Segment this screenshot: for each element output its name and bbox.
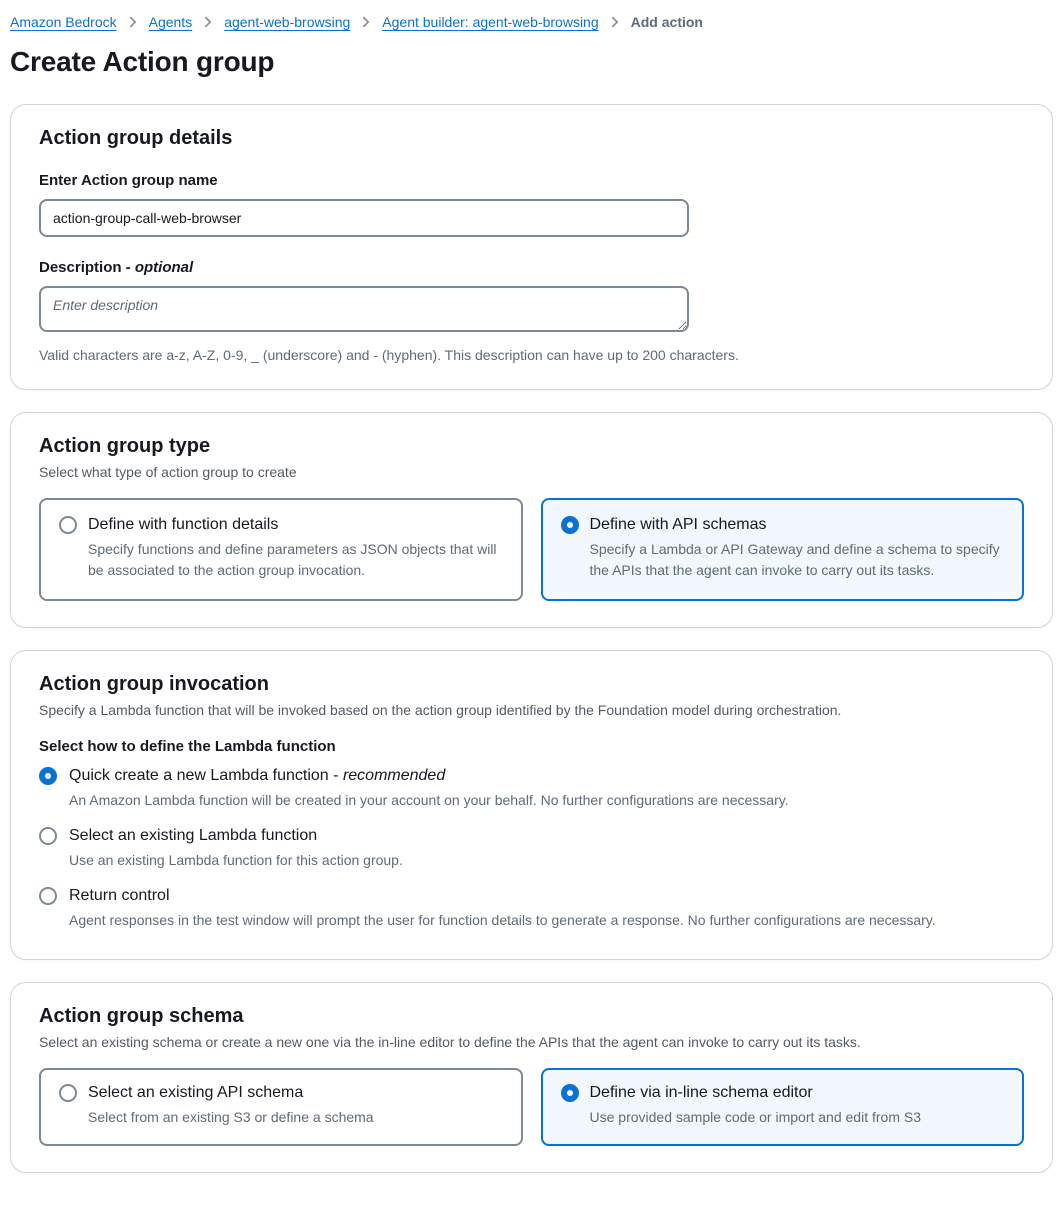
description-help-text: Valid characters are a-z, A-Z, 0-9, _ (underscore) and - (hyphen). This description can have up to 200 characters. xyxy=(39,347,739,363)
radio-option-label-emphasis: recommended xyxy=(342,767,446,784)
action-group-details-card xyxy=(10,104,1053,390)
tile-label: Define via in-line schema editor xyxy=(589,1084,813,1101)
breadcrumb xyxy=(10,14,1053,30)
tile-define-inline-schema-editor[interactable] xyxy=(541,1068,1025,1146)
tile-label: Define with function details xyxy=(88,516,279,533)
radio-unchecked-icon[interactable] xyxy=(39,887,57,905)
type-tile-row xyxy=(39,498,1024,601)
card-subtitle: Select what type of action group to create xyxy=(39,464,297,480)
tile-select-existing-api-schema[interactable] xyxy=(39,1068,523,1146)
radio-checked-icon[interactable] xyxy=(561,1084,579,1102)
tile-define-with-function-details[interactable] xyxy=(39,498,523,601)
radio-option-description: Use an existing Lambda function for this action group. xyxy=(69,852,403,868)
radio-option-label xyxy=(69,767,445,785)
page-title: Create Action group xyxy=(10,46,275,77)
lambda-define-group-label: Select how to define the Lambda function xyxy=(39,738,336,755)
chevron-right-icon xyxy=(126,15,140,29)
option-select-existing-lambda-radio-row[interactable] xyxy=(39,827,1024,845)
radio-option-label-text: Quick create a new Lambda function - xyxy=(69,767,339,784)
action-group-schema-card xyxy=(10,982,1053,1173)
option-quick-create-lambda xyxy=(39,767,1024,811)
description-label-text: Description - xyxy=(39,259,131,276)
chevron-right-icon xyxy=(359,15,373,29)
action-group-name-input[interactable] xyxy=(39,199,689,237)
radio-option-label-text: Select an existing Lambda function xyxy=(69,827,318,844)
card-subtitle: Specify a Lambda function that will be invoked based on the action group identified by the Foundation model during orchestration. xyxy=(39,702,842,718)
radio-option-description: Agent responses in the test window will prompt the user for function details to generate a response. No further configurations are necessary. xyxy=(69,912,936,928)
description-label xyxy=(39,259,1024,276)
tile-define-with-api-schemas[interactable] xyxy=(541,498,1025,601)
radio-option-description: An Amazon Lambda function will be created in your account on your behalf. No further configurations are necessary. xyxy=(69,792,789,808)
option-return-control xyxy=(39,887,1024,931)
tile-description: Specify functions and define parameters as JSON objects that will be associated to the action group invocation. xyxy=(88,541,497,578)
radio-unchecked-icon[interactable] xyxy=(59,516,77,534)
schema-tile-row xyxy=(39,1068,1024,1146)
radio-unchecked-icon[interactable] xyxy=(39,827,57,845)
breadcrumb-link-amazon-bedrock[interactable]: Amazon Bedrock xyxy=(10,14,117,30)
action-group-name-label: Enter Action group name xyxy=(39,172,218,189)
tile-label: Define with API schemas xyxy=(589,516,767,533)
option-return-control-radio-row[interactable] xyxy=(39,887,1024,905)
card-title: Action group invocation xyxy=(39,673,269,695)
option-quick-create-lambda-radio-row[interactable] xyxy=(39,767,1024,785)
tile-label: Select an existing API schema xyxy=(88,1084,304,1101)
card-title: Action group type xyxy=(39,435,211,457)
card-title: Action group schema xyxy=(39,1005,244,1027)
card-subtitle: Select an existing schema or create a new one via the in-line editor to define the APIs that the agent can invoke to carry out its tasks. xyxy=(39,1034,861,1050)
action-group-type-card xyxy=(10,412,1053,628)
radio-option-label xyxy=(69,887,170,905)
tile-description: Specify a Lambda or API Gateway and define a schema to specify the APIs that the agent can invoke to carry out its tasks. xyxy=(589,541,1000,578)
radio-option-label xyxy=(69,827,317,845)
radio-checked-icon[interactable] xyxy=(561,516,579,534)
option-select-existing-lambda xyxy=(39,827,1024,871)
action-group-invocation-card xyxy=(10,650,1053,960)
breadcrumb-link-agent-builder[interactable]: Agent builder: agent-web-browsing xyxy=(382,14,599,30)
tile-description: Select from an existing S3 or define a schema xyxy=(88,1109,374,1125)
description-textarea[interactable] xyxy=(39,286,689,332)
breadcrumb-current: Add action xyxy=(630,14,703,30)
breadcrumb-link-agent[interactable]: agent-web-browsing xyxy=(224,14,351,30)
breadcrumb-link-agents[interactable]: Agents xyxy=(148,14,193,30)
tile-description: Use provided sample code or import and edit from S3 xyxy=(589,1109,921,1125)
radio-checked-icon[interactable] xyxy=(39,767,57,785)
card-title: Action group details xyxy=(39,127,233,149)
description-optional-text: optional xyxy=(134,259,194,276)
radio-unchecked-icon[interactable] xyxy=(59,1084,77,1102)
chevron-right-icon xyxy=(608,15,622,29)
chevron-right-icon xyxy=(201,15,215,29)
radio-option-label-text: Return control xyxy=(69,887,170,904)
